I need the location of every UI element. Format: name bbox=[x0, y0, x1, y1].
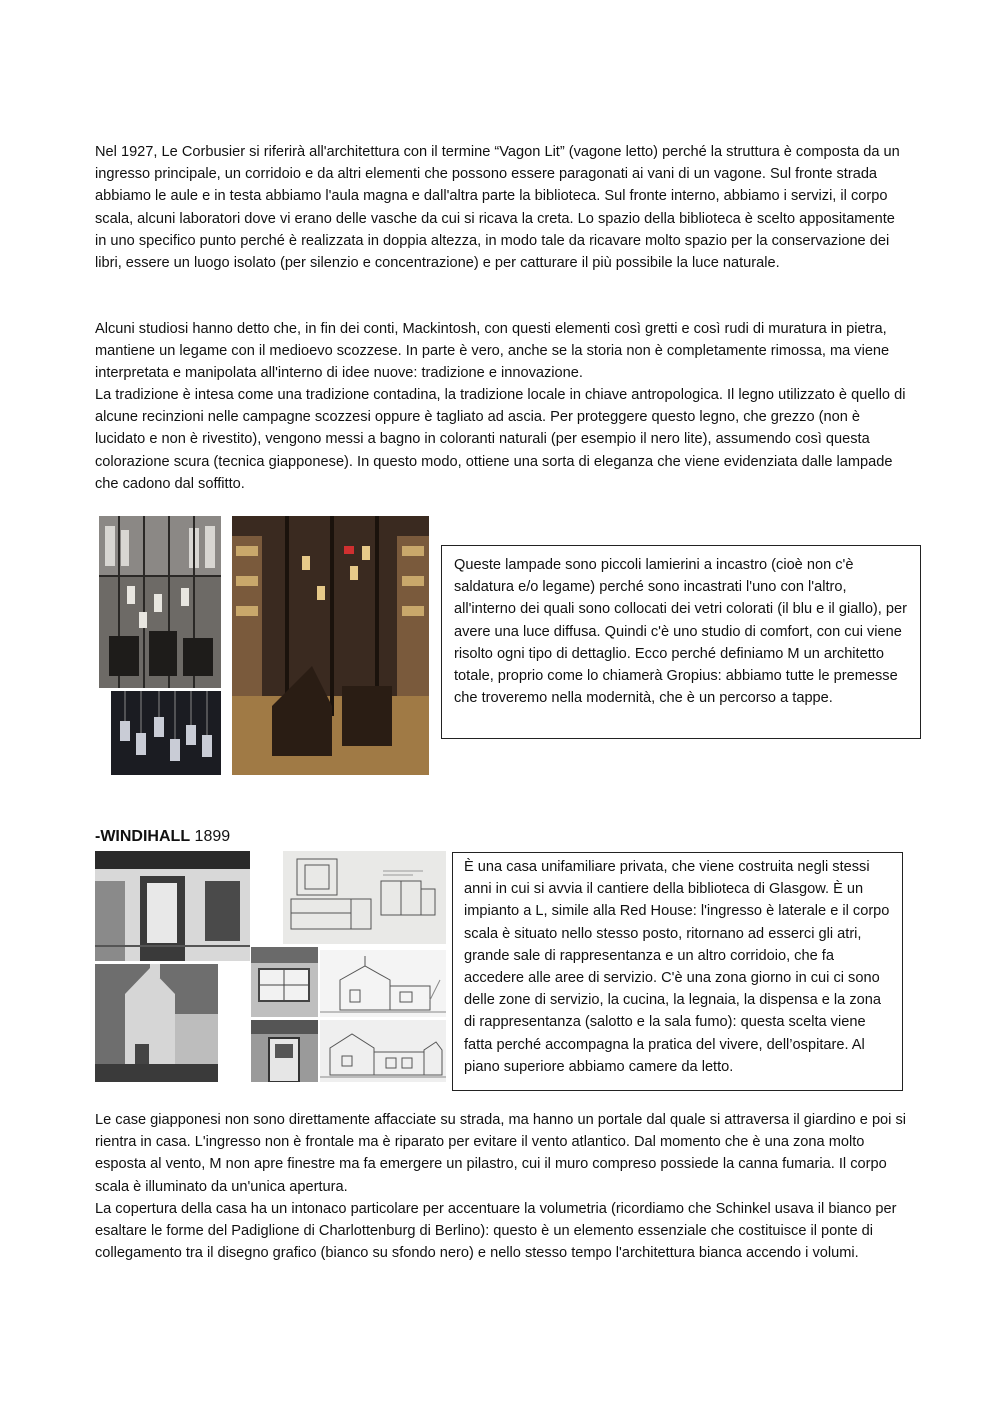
paragraph-vagon-lit: Nel 1927, Le Corbusier si riferirà all'architettura con il termine “Vagon Lit” (vagone letto) perché la struttura è composta da un ingresso principale, un corridoio e da altri elementi che possono essere paragonati ai vani di un vagone. Sul fronte strada abbiamo le aule e in testa abbiamo l'aula magna e dall'altra parte la biblioteca. Sul fronte interno, abbiamo i servizi, il corpo scala, alcuni laboratori dove vi erano delle vasche da cui si ricava la creta. Lo spazio della biblioteca è scelto appositamente in uno specifico punto perché è realizzata in doppia altezza, in modo tale da ricavare molto spazio per la conservazione dei libri, essere un luogo isolato (per silenzio e concentrazione) e per catturare il più possibile la luce naturale. bbox=[95, 144, 900, 272]
windihall-sketch-drawing bbox=[320, 950, 446, 1017]
paragraph-case-giapponesi: Le case giapponesi non sono direttamente affacciate su strada, ma hanno un portale dal quale si attraversa il giardino e poi si rientra in casa. L'ingresso non è frontale ma è riparato per evitare il vento atlantico. Dal momento che è una zona molto esposta al vento, M non apre finestre ma fa emergere un pilastro, cui il muro compreso possiede la canna fumaria. Il corpo scala è illuminato da un'unica apertura. bbox=[95, 1112, 907, 1195]
heading-title: -WINDIHALL bbox=[95, 828, 191, 845]
lamps-description-box bbox=[441, 545, 921, 739]
windihall-plan-drawing bbox=[283, 851, 446, 944]
windihall-exterior-window-photo bbox=[251, 947, 318, 1017]
paragraph-mackintosh-medioevo: Alcuni studiosi hanno detto che, in fin dei conti, Mackintosh, con questi elementi così gretti e così rudi di muratura in pietra, mantiene un legame con il medioevo scozzese. In parte è vero, anche se la storia non è completamente rimossa, ma viene interpretata e manipolata all'interno di idee nuove: tradizione e innovazione. bbox=[95, 321, 890, 382]
hanging-lamps-photo bbox=[111, 691, 221, 775]
windihall-description-box bbox=[452, 852, 903, 1091]
library-interior-photo bbox=[99, 516, 221, 688]
windihall-gable-photo bbox=[95, 964, 218, 1082]
windihall-description-text: È una casa unifamiliare privata, che viene costruita negli stessi anni in cui si avvia il cantiere della biblioteca di Glasgow. È un impianto a L, simile alla Red House: l'ingresso è laterale e il corpo scala è situato nello stesso posto, ritornano ad esserci gli atri, grande sale di rappresentanza e un altro corridoio, che fa accedere alle aree di servizio. C'è una zona giorno in cui ci sono delle zone di servizio, la cucina, la legnaia, la dispensa e la zona di rappresentanza (salotto e la sala fumo): questa scelta viene fatta perché accompagna la pratica del vivere, dell’ospitare. Al piano superiore abbiamo camere da letto. bbox=[464, 859, 890, 1075]
library-wood-interior-photo bbox=[232, 516, 429, 775]
windihall-hall-photo bbox=[95, 851, 250, 961]
lamps-description-text: Queste lampade sono piccoli lamierini a incastro (cioè non c'è saldatura e/o legame) perché sono incastrati l'uno con l'altro, all'interno dei quali sono collocati dei vetri colorati (il blu e il giallo), per avere una luce diffusa. Quindi c'è uno studio di comfort, con cui viene risolto ogni tipo di dettaglio. Ecco perché definiamo M un architetto totale, proprio come lo chiamerà Gropius: abbiamo tutte le premesse che troveremo nella modernità, che è un percorso a tappe. bbox=[454, 557, 907, 707]
windihall-perspective-drawing bbox=[320, 1020, 446, 1082]
windihall-door-photo bbox=[251, 1020, 318, 1082]
paragraph-tradizione: La tradizione è intesa come una tradizione contadina, la tradizione locale in chiave antropologica. Il legno utilizzato è quello di alcune recinzioni nelle campagne scozzesi oppure è tagliato ad ascia. Per proteggere questo legno, che grezzo (non è lucidato e non è rivestito), vengono messi a bagno in coloranti naturali (per esempio il nero lite), assumendo così questa colorazione scura (tecnica giapponese). In questo modo, ottiene una sorta di eleganza che viene evidenziata dalle lampade che cadono dal soffitto. bbox=[95, 387, 906, 492]
paragraph-copertura: La copertura della casa ha un intonaco particolare per accentuare la volumetria (ricordiamo che Schinkel usava il bianco per esaltare le forme del Padiglione di Charlottenburg di Berlino): questo è un elemento essenziale che costituisce il ponte di collegamento tra il disegno grafico (bianco su sfondo nero) e nello stesso tempo l'architettura bianca accendo i volumi. bbox=[95, 1201, 897, 1262]
heading-year: 1899 bbox=[194, 828, 231, 845]
section-heading-windihall bbox=[95, 826, 230, 848]
